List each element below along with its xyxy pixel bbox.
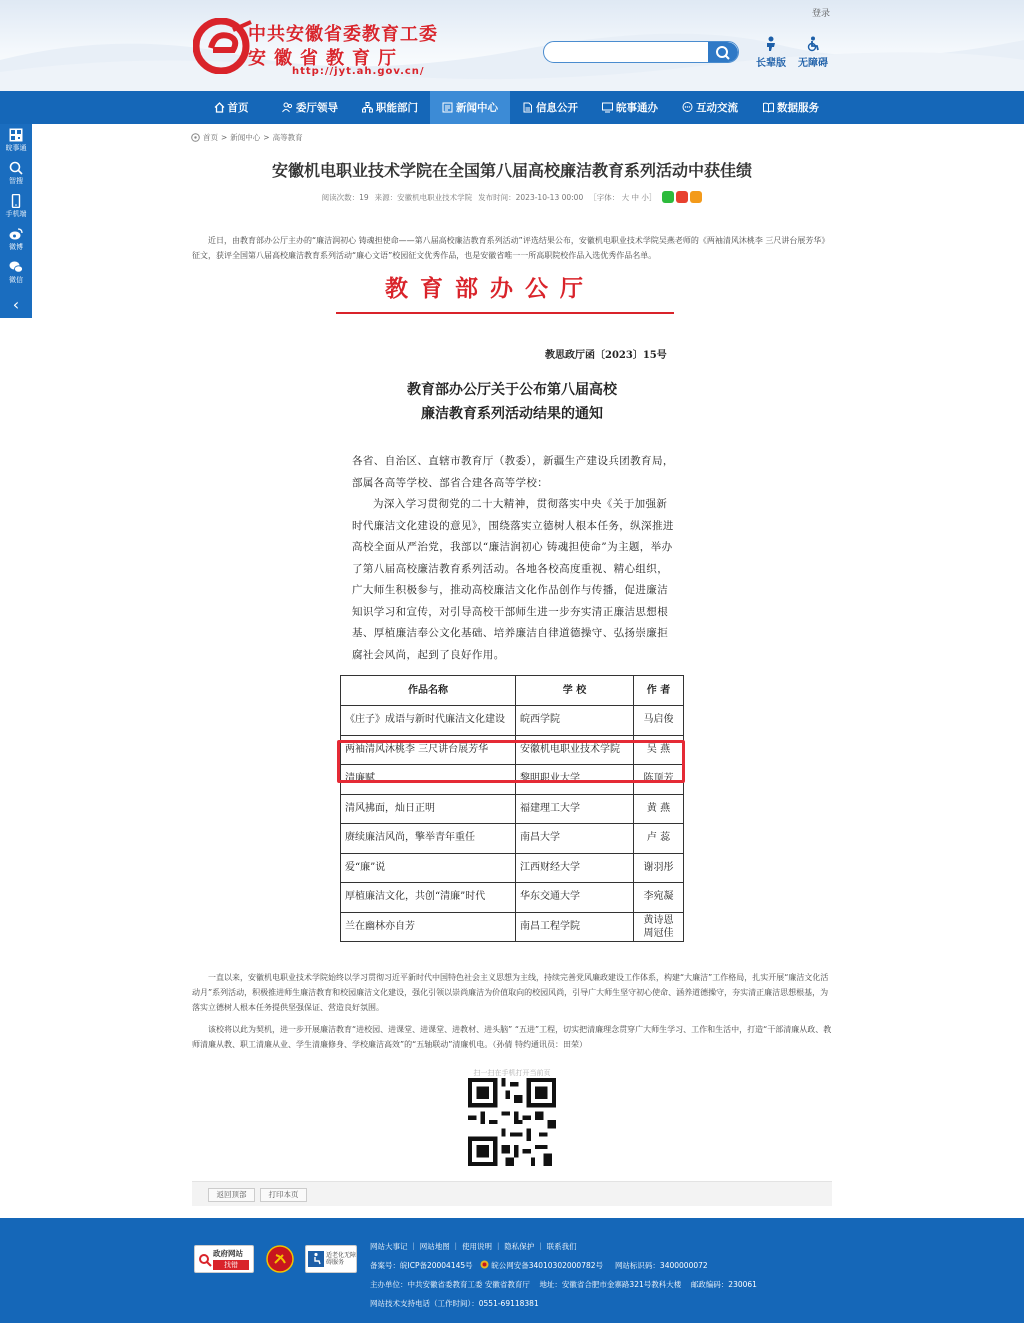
table-cell: 陈顶芳 <box>634 765 684 795</box>
article-meta <box>192 191 832 203</box>
people-icon <box>282 102 293 113</box>
nav-label: 委厅领导 <box>296 102 338 114</box>
share-wechat-icon[interactable] <box>662 191 674 203</box>
nav-item-info-disclosure[interactable] <box>510 91 590 124</box>
location-icon <box>191 133 200 142</box>
nav-item-home[interactable] <box>192 91 270 124</box>
nav-label: 信息公开 <box>536 102 578 114</box>
table-cell: 吴 燕 <box>634 735 684 765</box>
footer-postcode: 邮政编码：230061 <box>690 1280 757 1289</box>
sidebar-label: 智搜 <box>9 177 23 185</box>
search-button[interactable] <box>708 42 738 63</box>
header-background <box>0 0 1024 91</box>
table-cell: 黄诗恩 周冠佳 <box>634 912 684 942</box>
breadcrumb-home[interactable]: 首页 <box>203 133 218 142</box>
floating-sidebar <box>0 124 32 318</box>
accessibility-button[interactable] <box>795 36 831 69</box>
document-issuer: 教育部办公厅 <box>385 275 595 302</box>
nav-label: 职能部门 <box>376 102 418 114</box>
footer-support: 网站技术支持电话（工作时间）：0551-69118381 <box>370 1299 539 1308</box>
sidebar-label: 皖事通 <box>5 144 27 152</box>
phone-icon <box>9 194 23 208</box>
document-title-line2: 廉洁教育系列活动结果的通知 <box>421 406 603 422</box>
table-row <box>341 853 684 883</box>
sidebar-item-weibo[interactable] <box>0 223 32 256</box>
table-cell: 清廉赋 <box>341 765 516 795</box>
footer-host: 主办单位：中共安徽省委教育工委 安徽省教育厅 <box>370 1280 530 1289</box>
chat-icon <box>682 102 693 113</box>
document-title <box>330 378 694 426</box>
logo-title-line2: 安徽省教育厅 <box>248 48 404 69</box>
elder-icon <box>763 36 779 52</box>
site-logo-icon[interactable] <box>193 18 255 74</box>
table-cell: 卢 蕊 <box>634 824 684 854</box>
wheelchair-icon <box>805 36 821 52</box>
table-header: 作品名称 <box>341 676 516 706</box>
nav-item-news[interactable] <box>430 91 510 124</box>
table-row <box>341 794 684 824</box>
table-cell: 赓续廉洁风尚，擎举青年重任 <box>341 824 516 854</box>
footer-icp[interactable]: 备案号：皖ICP备20004145号 <box>370 1261 473 1270</box>
nav-label: 新闻中心 <box>456 102 498 114</box>
breadcrumb-sep: > <box>221 133 228 142</box>
table-cell: 黄 燕 <box>634 794 684 824</box>
table-row <box>341 912 684 942</box>
table-row <box>341 706 684 736</box>
document-body <box>352 451 674 666</box>
breadcrumb-sep: > <box>263 133 270 142</box>
news-icon <box>442 102 453 113</box>
nav-item-leaders[interactable] <box>270 91 350 124</box>
nav-label: 皖事通办 <box>616 102 658 114</box>
nav-label: 互动交流 <box>696 102 738 114</box>
page-actions <box>192 1181 832 1206</box>
notice-document-image <box>330 268 694 968</box>
sidebar-item-wechat[interactable] <box>0 256 32 289</box>
nav-label: 首页 <box>227 102 249 114</box>
document-body-text: 为深入学习贯彻党的二十大精神，贯彻落实中央《关于加强新时代廉洁文化建设的意见》，围绕落实立德树人根本任务，纵深推进高校全面从严治党，我部以“廉洁润初心 铸魂担使命”为主题，举办了第八届高校廉洁教育系列活动。各地各校高度重视、精心组织，广大师生积极参与，推动高校廉洁文化作品创作与传播，促进廉洁知识学习和宣传，对引导高校干部师生进一步夯实清正廉洁思想根基、厚植廉洁奉公文化基础、培养廉洁自律道德操守、弘扬崇廉拒腐社会风尚，起到了良好作用。 <box>352 498 674 661</box>
wechat-icon <box>9 260 23 274</box>
footer-site-code: 网站标识码：3400000072 <box>614 1261 708 1270</box>
table-header-row <box>341 676 684 706</box>
document-title-line1: 教育部办公厅关于公布第八届高校 <box>407 382 617 398</box>
footer-info <box>370 1237 757 1313</box>
sidebar-label: 微博 <box>9 243 23 251</box>
gov-site-error-badge[interactable] <box>194 1245 254 1273</box>
footer-address: 地址：安徽省合肥市金寨路321号教科大楼 <box>539 1280 682 1289</box>
breadcrumb-higher-edu[interactable]: 高等教育 <box>272 133 303 142</box>
table-row <box>341 883 684 913</box>
sidebar-item-smart-search[interactable] <box>0 157 32 190</box>
qr-code-icon <box>468 1078 556 1166</box>
table-cell: 爱“廉”说 <box>341 853 516 883</box>
share-qzone-icon[interactable] <box>690 191 702 203</box>
search-icon <box>708 42 738 63</box>
qr-caption: 扫一扫在手机打开当前页 <box>473 1069 551 1077</box>
logo-url: http://jyt.ah.gov.cn/ <box>292 66 425 77</box>
logo-title-line1: 中共安徽省委教育工委 <box>248 24 438 45</box>
footer-links[interactable]: 网站大事记 ｜ 网站地图 ｜ 使用说明 ｜ 隐私保护 ｜ 联系我们 <box>370 1242 577 1251</box>
document-red-rule <box>336 312 674 314</box>
table-cell: 清风拂面，灿日正明 <box>341 794 516 824</box>
meta-source: 来源：安徽机电职业技术学院 <box>374 192 473 202</box>
font-size-switch[interactable]: ［字体： 大 中 小］ <box>589 192 657 202</box>
article-title: 安徽机电职业技术学院在全国第八届高校廉洁教育系列活动中获佳绩 <box>271 161 752 180</box>
table-cell: 南昌工程学院 <box>516 912 634 942</box>
breadcrumb-news[interactable]: 新闻中心 <box>230 133 261 142</box>
home-icon <box>214 102 225 113</box>
table-cell: 福建理工大学 <box>516 794 634 824</box>
article-paragraph-3: 该校将以此为契机，进一步开展廉洁教育“进校园、进课堂、进课堂、进教材、进头脑” “五进”工程，切实把清廉理念贯穿广大师生学习、工作和生活中，打造“干部清廉从政、教师清廉从教、职工清廉从业、学生清廉修身、学校廉洁高效”的“五轴联动”清廉机电。（孙倩 特约通讯员：田荣） <box>192 1025 832 1049</box>
document-addressee: 各省、自治区、直辖市教育厅（教委），新疆生产建设兵团教育局，部属各高等学校、部省合建各高等学校： <box>352 455 674 489</box>
table-cell: 华东交通大学 <box>516 883 634 913</box>
sidebar-item-mobile[interactable] <box>0 190 32 223</box>
footer-police[interactable]: 皖公网安备34010302000782号 <box>491 1261 604 1270</box>
badge-text: 政府网站 <box>213 1249 243 1258</box>
meta-reads: 阅读次数：19 <box>321 192 369 202</box>
sidebar-item-wanshitong[interactable] <box>0 124 32 157</box>
magnifier-icon <box>198 1253 212 1267</box>
table-cell: 江西财经大学 <box>516 853 634 883</box>
main-nav <box>0 91 1024 124</box>
search-icon <box>9 161 23 175</box>
doc-icon <box>522 102 533 113</box>
badge-text: 找错 <box>213 1260 249 1270</box>
accessible-label: 无障碍 <box>798 58 828 69</box>
book-icon <box>763 102 774 113</box>
table-cell: 皖西学院 <box>516 706 634 736</box>
qr-icon <box>9 128 23 142</box>
nav-item-services[interactable] <box>590 91 670 124</box>
table-cell: 南昌大学 <box>516 824 634 854</box>
accessibility-icon <box>308 1251 324 1267</box>
table-cell: 黎明职业大学 <box>516 765 634 795</box>
article-paragraph-2: 一直以来，安徽机电职业技术学院始终以学习贯彻习近平新时代中国特色社会主义思想为主线，持续完善党风廉政建设工作体系，构建“大廉洁”工作格局，扎实开展“廉洁文化活动月”系列活动，积极推进师生廉洁教育和校园廉洁文化建设，强化引领以崇尚廉洁为价值取向的校园风尚，引导广大师生坚守初心使命、涵养道德操守，夯实清正廉洁思想根基，为落实立德树人根本任务提供坚强保证、营造良好氛围。 <box>192 973 829 1012</box>
table-cell: 厚植廉洁文化，共创“清廉”时代 <box>341 883 516 913</box>
back-to-top-button[interactable]: 返回顶部 <box>208 1188 255 1202</box>
table-header: 学 校 <box>516 676 634 706</box>
nav-item-interaction[interactable] <box>670 91 750 124</box>
sidebar-label: 微信 <box>9 276 23 284</box>
weibo-icon <box>9 227 23 241</box>
site-footer <box>0 1218 1024 1323</box>
table-cell: 谢羽彤 <box>634 853 684 883</box>
table-cell: 马启俊 <box>634 706 684 736</box>
table-header: 作 者 <box>634 676 684 706</box>
meta-date: 发布时间：2023-10-13 00:00 <box>478 192 584 202</box>
table-cell: 《庄子》成语与新时代廉洁文化建设 <box>341 706 516 736</box>
search-input[interactable] <box>552 44 702 60</box>
nav-item-departments[interactable] <box>350 91 430 124</box>
print-button[interactable]: 打印本页 <box>260 1188 307 1202</box>
screen-icon <box>602 102 613 113</box>
table-cell: 安徽机电职业技术学院 <box>516 735 634 765</box>
breadcrumb <box>191 132 303 143</box>
article-intro: 近日，由教育部办公厅主办的“廉洁润初心 铸魂担使命——第八届高校廉洁教育系列活动”评选结果公布，安徽机电职业技术学院吴燕老师的《两袖清风沐桃李 三尺讲台展芳华》征文，获评全国第八届高校廉洁教育系列活动“廉心文语”校园征文优秀作品，也是安徽省唯一一所高职院校作品入选优秀作品名单。 <box>192 236 830 260</box>
footer-line-2 <box>370 1256 757 1275</box>
search-box <box>543 41 739 63</box>
nav-label: 数据服务 <box>777 102 819 114</box>
award-table <box>340 675 684 942</box>
nav-item-data-services[interactable] <box>750 91 832 124</box>
footer-line-3 <box>370 1275 757 1294</box>
highlight-box <box>337 740 685 783</box>
table-cell: 两袖清风沐桃李 三尺讲台展芳华 <box>341 735 516 765</box>
table-row <box>341 824 684 854</box>
police-badge-icon <box>480 1260 489 1269</box>
site-header <box>0 0 1024 91</box>
party-emblem-icon[interactable] <box>266 1245 294 1273</box>
table-cell: 李宛凝 <box>634 883 684 913</box>
elder-mode-button[interactable] <box>753 36 789 69</box>
sidebar-label: 手机端 <box>5 210 27 218</box>
login-link[interactable]: 登录 <box>812 9 831 19</box>
sidebar-collapse-button[interactable]: ‹ <box>12 295 20 314</box>
share-weibo-icon[interactable] <box>676 191 688 203</box>
table-cell: 兰在幽林亦自芳 <box>341 912 516 942</box>
elder-label: 长辈版 <box>756 58 786 69</box>
badge-text: 适老化无障碍服务 <box>326 1252 357 1266</box>
document-number: 教思政厅函〔2023〕15号 <box>545 350 667 361</box>
age-friendly-badge[interactable] <box>305 1245 357 1273</box>
org-icon <box>362 102 373 113</box>
